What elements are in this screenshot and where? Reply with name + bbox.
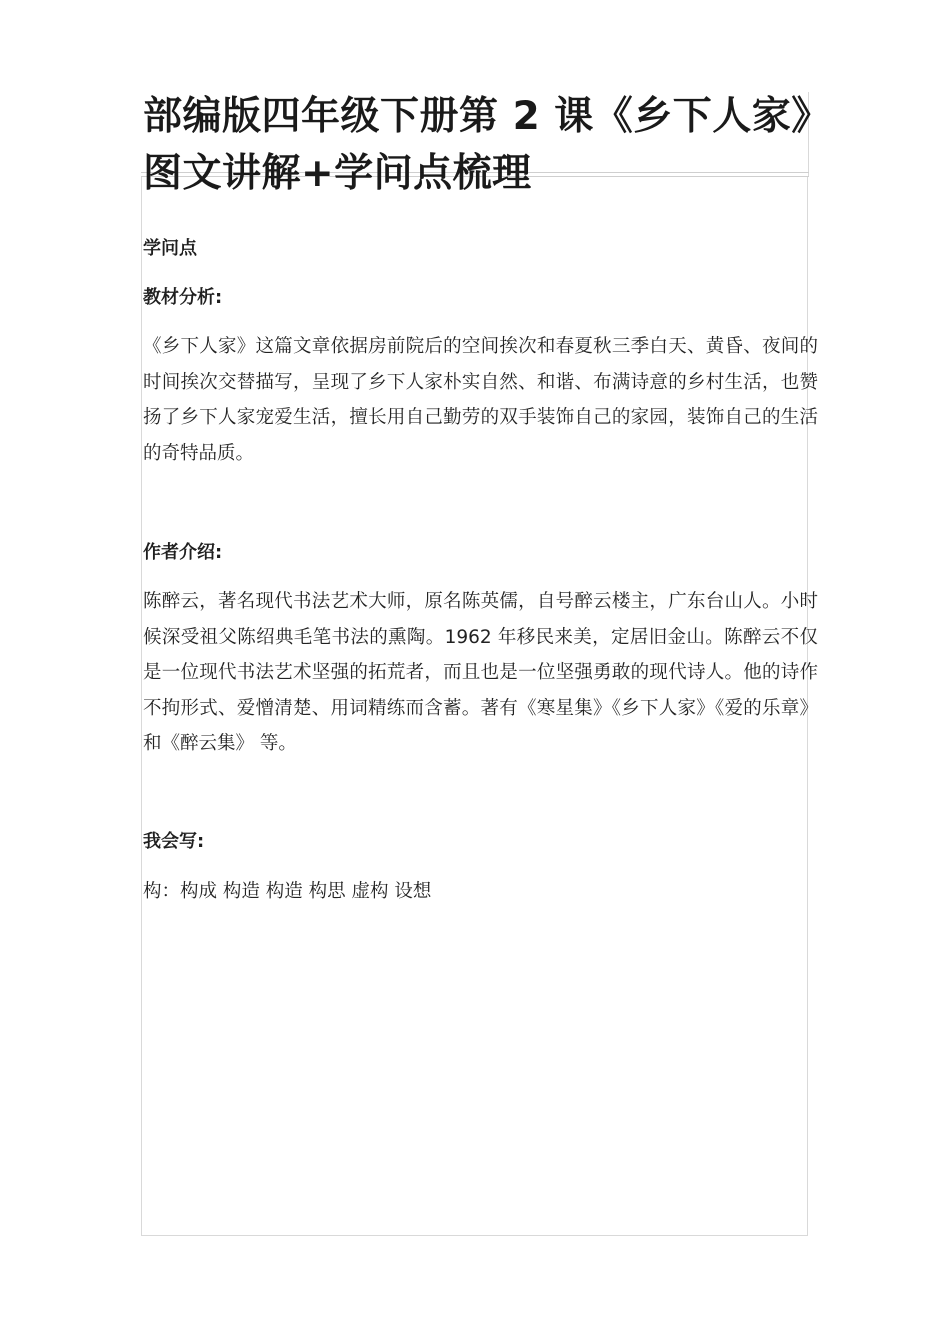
section-heading-textbook-analysis: 教材分析: xyxy=(143,287,223,308)
section-heading-author-intro: 作者介绍: xyxy=(143,542,223,563)
document-title: 部编版四年级下册第 2 课《乡下人家》图文讲解+学问点梳理 xyxy=(143,94,831,196)
author-intro-paragraph: 陈醉云，著名现代书法艺术大师，原名陈英儒，自号醉云楼主，广东台山人。小时候深受祖父陈绍典毛笔书法的熏陶。1962 年移民来美，定居旧金山。陈醉云不仅是一位现代书法艺术坚强的拓荒者，而且也是一位坚强勇敢的现代诗人。他的诗作不拘形式、爱憎清楚、用词精练而含蓄。著有《寒星集》《乡下人家》《爱的乐章》和《醉云集》 等。 xyxy=(143,591,818,754)
vocabulary-line: 构：构成 构造 构造 构思 虚构 设想 xyxy=(143,881,432,902)
textbook-analysis-paragraph: 《乡下人家》这篇文章依据房前院后的空间挨次和春夏秋三季白天、黄昏、夜间的时间挨次交替描写，呈现了乡下人家朴实自然、和谐、布满诗意的乡村生活，也赞扬了乡下人家宠爱生活，擅长用自己勤劳的双手装饰自己的家园，装饰自己的生活的奇特品质。 xyxy=(143,336,818,464)
section-heading-knowledge: 学问点 xyxy=(143,238,197,259)
section-heading-i-can-write: 我会写: xyxy=(143,831,205,852)
